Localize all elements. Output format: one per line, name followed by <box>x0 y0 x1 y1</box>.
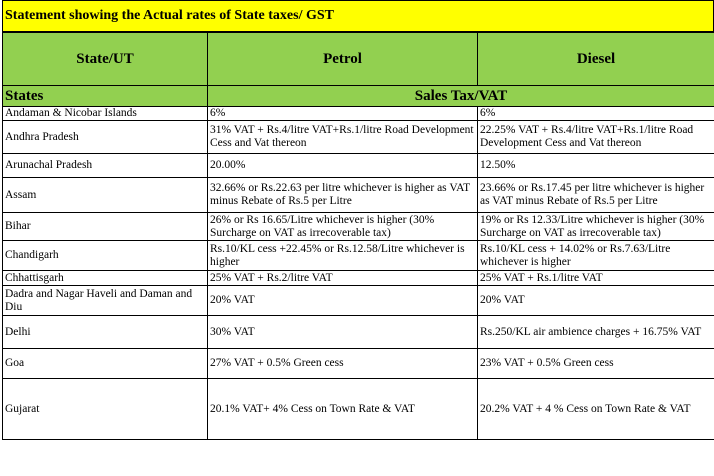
cell-diesel[interactable]: 12.50% <box>478 154 714 178</box>
table-row <box>3 178 714 213</box>
header-petrol: Petrol <box>208 33 478 86</box>
cell-state[interactable]: Goa <box>3 349 208 379</box>
subheader-row <box>3 86 714 107</box>
table-row <box>3 154 714 178</box>
cell-petrol[interactable]: 6% <box>208 107 478 121</box>
table-row <box>3 271 714 286</box>
cell-petrol[interactable]: 20% VAT <box>208 286 478 316</box>
cell-diesel[interactable]: 25% VAT + Rs.1/litre VAT <box>478 271 714 286</box>
cell-diesel[interactable]: 20% VAT <box>478 286 714 316</box>
sheet-title: Statement showing the Actual rates of State taxes/ GST <box>2 0 714 32</box>
header-diesel: Diesel <box>478 33 714 86</box>
cell-state[interactable]: Dadra and Nagar Haveli and Daman and Diu <box>3 286 208 316</box>
cell-petrol[interactable]: 20.1% VAT+ 4% Cess on Town Rate & VAT <box>208 379 478 440</box>
cell-petrol[interactable]: 31% VAT + Rs.4/litre VAT+Rs.1/litre Road Development Cess and Vat thereon <box>208 121 478 154</box>
cell-state[interactable]: Arunachal Pradesh <box>3 154 208 178</box>
table-row <box>3 213 714 241</box>
cell-petrol[interactable]: 27% VAT + 0.5% Green cess <box>208 349 478 379</box>
cell-petrol[interactable]: 32.66% or Rs.22.63 per litre whichever is higher as VAT minus Rebate of Rs.5 per Litre <box>208 178 478 213</box>
cell-diesel[interactable]: Rs.250/KL air ambience charges + 16.75% VAT <box>478 316 714 349</box>
header-row <box>3 33 714 86</box>
table-row <box>3 379 714 440</box>
cell-petrol[interactable]: Rs.10/KL cess +22.45% or Rs.12.58/Litre whichever is higher <box>208 241 478 271</box>
cell-petrol[interactable]: 25% VAT + Rs.2/litre VAT <box>208 271 478 286</box>
cell-diesel[interactable]: Rs.10/KL cess + 14.02% or Rs.7.63/Litre whichever is higher <box>478 241 714 271</box>
table-row <box>3 316 714 349</box>
cell-diesel[interactable]: 6% <box>478 107 714 121</box>
header-state: State/UT <box>3 33 208 86</box>
table-row <box>3 286 714 316</box>
tax-rates-table <box>2 32 714 440</box>
cell-diesel[interactable]: 19% or Rs 12.33/Litre whichever is higher (30% Surcharge on VAT as irrecoverable tax) <box>478 213 714 241</box>
table-row <box>3 121 714 154</box>
subheader-tax: Sales Tax/VAT <box>208 86 714 107</box>
cell-diesel[interactable]: 22.25% VAT + Rs.4/litre VAT+Rs.1/litre Road Development Cess and Vat thereon <box>478 121 714 154</box>
cell-state[interactable]: Chhattisgarh <box>3 271 208 286</box>
table-row <box>3 107 714 121</box>
table-row <box>3 241 714 271</box>
cell-diesel[interactable]: 20.2% VAT + 4 % Cess on Town Rate & VAT <box>478 379 714 440</box>
subheader-states: States <box>3 86 208 107</box>
cell-state[interactable]: Assam <box>3 178 208 213</box>
cell-petrol[interactable]: 30% VAT <box>208 316 478 349</box>
cell-state[interactable]: Chandigarh <box>3 241 208 271</box>
cell-diesel[interactable]: 23% VAT + 0.5% Green cess <box>478 349 714 379</box>
cell-petrol[interactable]: 26% or Rs 16.65/Litre whichever is higher (30% Surcharge on VAT as irrecoverable tax) <box>208 213 478 241</box>
cell-state[interactable]: Delhi <box>3 316 208 349</box>
cell-diesel[interactable]: 23.66% or Rs.17.45 per litre whichever is higher as VAT minus Rebate of Rs.5 per Litre <box>478 178 714 213</box>
cell-state[interactable]: Andaman & Nicobar Islands <box>3 107 208 121</box>
cell-state[interactable]: Bihar <box>3 213 208 241</box>
cell-state[interactable]: Gujarat <box>3 379 208 440</box>
cell-state[interactable]: Andhra Pradesh <box>3 121 208 154</box>
cell-petrol[interactable]: 20.00% <box>208 154 478 178</box>
table-row <box>3 349 714 379</box>
